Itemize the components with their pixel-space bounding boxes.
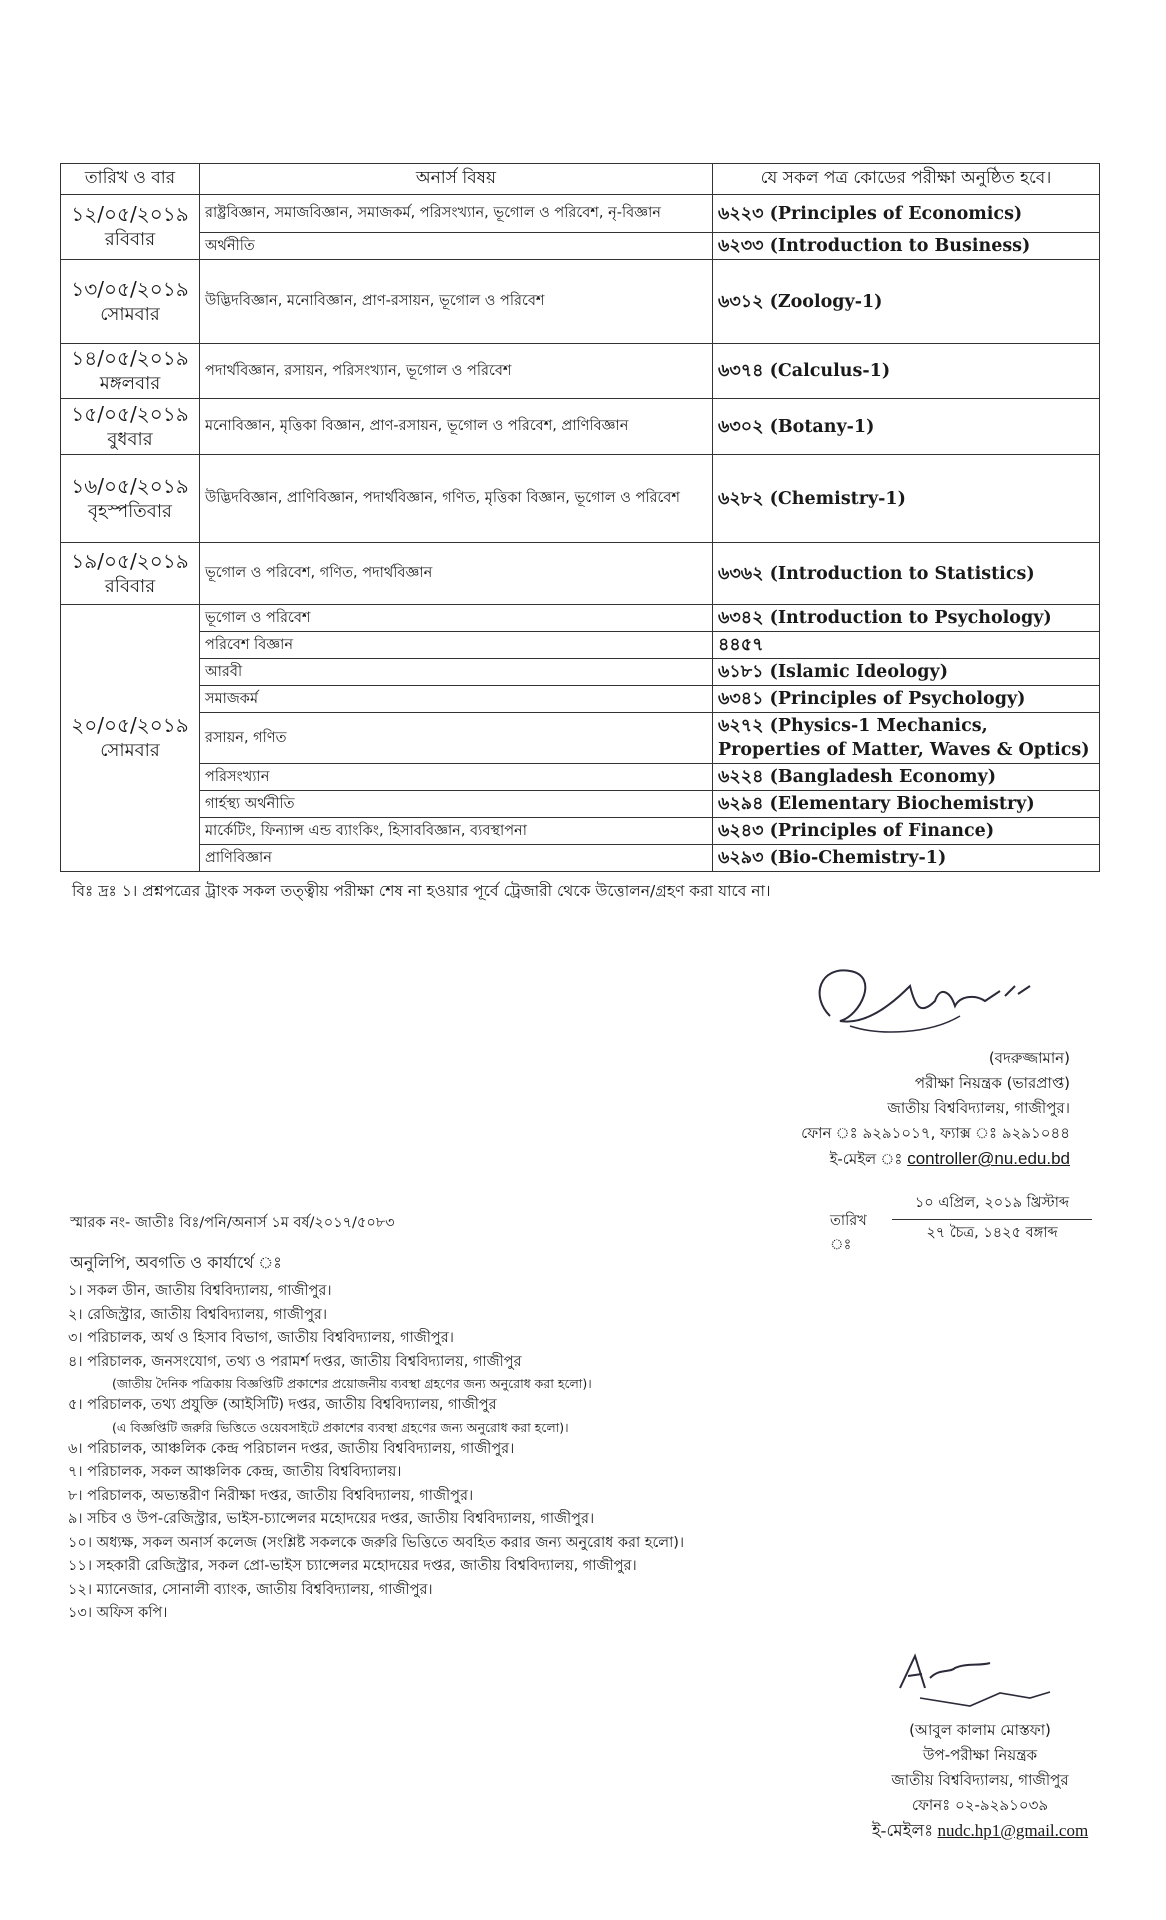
date-cell xyxy=(61,344,200,399)
exam-date: ১৯/০৫/২০১৯ xyxy=(71,548,189,573)
memo-date-bangla: ২৭ চৈত্র, ১৪২৫ বঙ্গাব্দ xyxy=(926,1225,1058,1241)
subject-cell: পদার্থবিজ্ঞান, রসায়ন, পরিসংখ্যান, ভূগোল ও পরিবেশ xyxy=(200,344,713,399)
copies-list xyxy=(68,1280,684,1626)
subject-cell: রাষ্ট্রবিজ্ঞান, সমাজবিজ্ঞান, সমাজকর্ম, পরিসংখ্যান, ভূগোল ও পরিবেশ, নৃ-বিজ্ঞান xyxy=(200,195,713,233)
signature-deputy xyxy=(880,1648,1080,1718)
list-item: ১০। অধ্যক্ষ, সকল অনার্স কলেজ (সংশ্লিষ্ট সকলকে জরুরি ভিত্তিতে অবহিত করার জন্য অনুরোধ করা হলো)। xyxy=(68,1534,685,1551)
paper-code-cell: ৬৩৭৪ (Calculus-1) xyxy=(713,344,1100,399)
subject-cell: উদ্ভিদবিজ্ঞান, মনোবিজ্ঞান, প্রাণ-রসায়ন, ভূগোল ও পরিবেশ xyxy=(200,260,713,344)
exam-routine-table xyxy=(60,163,1100,872)
date-cell xyxy=(61,605,200,872)
memo-reference: স্মারক নং- জাতীঃ বিঃ/পনি/অনার্স ১ম বর্ষ/২০১৭/৫০৮৩ xyxy=(70,1215,395,1231)
signatory2-name: (আবুল কালাম মোস্তফা) xyxy=(909,1721,1051,1739)
paper-code-cell: ৬৩৪২ (Introduction to Psychology) xyxy=(713,605,1100,632)
subject-cell: উদ্ভিদবিজ্ঞান, প্রাণিবিজ্ঞান, পদার্থবিজ্ঞান, গণিত, মৃত্তিকা বিজ্ঞান, ভূগোল ও পরিবেশ xyxy=(200,455,713,543)
table-row xyxy=(61,195,1100,233)
paper-code-cell: ৬২৭২ (Physics-1 Mechanics, Properties of Matter, Waves & Optics) xyxy=(713,713,1100,764)
exam-day: সোমবার xyxy=(100,740,160,761)
email-label: ই-মেইলঃ xyxy=(871,1821,934,1840)
list-item: ৭। পরিচালক, সকল আঞ্চলিক কেন্দ্র, জাতীয় বিশ্ববিদ্যালয়। xyxy=(68,1464,402,1480)
list-item: ২। রেজিস্ট্রার, জাতীয় বিশ্ববিদ্যালয়, গাজীপুর। xyxy=(68,1306,328,1323)
paper-code-cell: ৬৩১২ (Zoology-1) xyxy=(713,260,1100,344)
list-item: ৪। পরিচালক, জনসংযোগ, তথ্য ও পরামর্শ দপ্তর, জাতীয় বিশ্ববিদ্যালয়, গাজীপুর xyxy=(68,1353,522,1370)
table-row xyxy=(61,845,1100,872)
paper-code-cell: ৬২৯৩ (Bio-Chemistry-1) xyxy=(713,845,1100,872)
exam-day: বুধবার xyxy=(107,428,153,450)
note-text: বিঃ দ্রঃ ১। প্রশ্নপত্রের ট্রাংক সকল তত্ত্বীয় পরীক্ষা শেষ না হওয়ার পূর্বে ট্রেজারী থেকে উত্তোলন/গ্রহণ করা যাবে না। xyxy=(72,882,771,900)
exam-day: বৃহস্পতিবার xyxy=(88,500,172,522)
email-link-controller[interactable]: controller@nu.edu.bd xyxy=(907,1149,1070,1168)
list-item: ৮। পরিচালক, অভ্যন্তরীণ নিরীক্ষা দপ্তর, জাতীয় বিশ্ববিদ্যালয়, গাজীপুর। xyxy=(68,1487,474,1504)
signatory2-phone: ফোনঃ ০২-৯২৯১০৩৯ xyxy=(911,1796,1049,1814)
list-item: ৫। পরিচালক, তথ্য প্রযুক্তি (আইসিটি) দপ্তর, জাতীয় বিশ্ববিদ্যালয়, গাজীপুর xyxy=(68,1397,497,1413)
signatory-title: পরীক্ষা নিয়ন্ত্রক (ভারপ্রাপ্ত) xyxy=(914,1074,1070,1092)
signatory-block-deputy xyxy=(850,1648,1110,1843)
subject-cell: ভূগোল ও পরিবেশ xyxy=(200,605,713,632)
table-row xyxy=(61,543,1100,605)
memo-date-label: তারিখ ঃ xyxy=(830,1213,867,1253)
exam-day: সোমবার xyxy=(100,303,160,325)
paper-code-cell: ৬২৮২ (Chemistry-1) xyxy=(713,455,1100,543)
subject-cell: গার্হস্থ্য অর্থনীতি xyxy=(200,791,713,818)
table-row xyxy=(61,344,1100,399)
table-row xyxy=(61,791,1100,818)
paper-code-cell: ৪৪৫৭ xyxy=(713,632,1100,659)
date-cell xyxy=(61,455,200,543)
signatory-phone: ফোন ঃ ৯২৯১০১৭, ফ্যাক্স ঃ ৯২৯১০৪৪ xyxy=(801,1124,1070,1142)
date-cell xyxy=(61,399,200,455)
table-row xyxy=(61,659,1100,686)
list-item: ১১। সহকারী রেজিস্ট্রার, সকল প্রো-ভাইস চ্যান্সেলর মহোদয়ের দপ্তর, জাতীয় বিশ্ববিদ্যালয়, গাজীপুর। xyxy=(68,1558,637,1574)
exam-date: ১৪/০৫/২০১৯ xyxy=(71,346,189,370)
signatory-org: জাতীয় বিশ্ববিদ্যালয়, গাজীপুর। xyxy=(887,1099,1070,1117)
subject-cell: রসায়ন, গণিত xyxy=(200,713,713,764)
paper-code-cell: ৬২২৪ (Bangladesh Economy) xyxy=(713,764,1100,791)
list-item: ১২। ম্যানেজার, সোনালী ব্যাংক, জাতীয় বিশ্ববিদ্যালয়, গাজীপুর। xyxy=(68,1581,433,1598)
exam-day: মঙ্গলবার xyxy=(99,373,161,394)
paper-code-cell: ৬৩০২ (Botany-1) xyxy=(713,399,1100,455)
list-item-note: (এ বিজ্ঞপ্তিটি জরুরি ভিত্তিতে ওয়েবসাইটে প্রকাশের ব্যবস্থা গ্রহণের জন্য অনুরোধ করা হলো)। xyxy=(112,1419,569,1435)
email-link-deputy[interactable]: nudc.hp1@gmail.com xyxy=(937,1821,1089,1840)
list-item: ৬। পরিচালক, আঞ্চলিক কেন্দ্র পরিচালন দপ্তর, জাতীয় বিশ্ববিদ্যালয়, গাজীপুর। xyxy=(68,1440,515,1457)
table-row xyxy=(61,455,1100,543)
column-header-paper: যে সকল পত্র কোডের পরীক্ষা অনুষ্ঠিত হবে। xyxy=(713,164,1100,195)
table-row xyxy=(61,764,1100,791)
signature-controller xyxy=(790,956,1050,1046)
table-body xyxy=(61,195,1100,872)
signatory-name: (বদরুজ্জামান) xyxy=(988,1049,1070,1067)
exam-date: ১২/০৫/২০১৯ xyxy=(71,202,189,226)
list-item: ৯। সচিব ও উপ-রেজিস্ট্রার, ভাইস-চ্যান্সেলর মহোদয়ের দপ্তর, জাতীয় বিশ্ববিদ্যালয়, গাজীপুর। xyxy=(68,1511,595,1527)
subject-cell: আরবী xyxy=(200,659,713,686)
email-label: ই-মেইল ঃ xyxy=(829,1150,903,1168)
table-row xyxy=(61,233,1100,260)
signatory-block-controller xyxy=(740,956,1070,1172)
list-item: ১। সকল ডীন, জাতীয় বিশ্ববিদ্যালয়, গাজীপুর। xyxy=(68,1283,332,1299)
paper-code-cell: ৬২৩৩ (Introduction to Business) xyxy=(713,233,1100,260)
table-row xyxy=(61,686,1100,713)
signatory2-title: উপ-পরীক্ষা নিয়ন্ত্রক xyxy=(922,1746,1038,1764)
subject-cell: ভূগোল ও পরিবেশ, গণিত, পদার্থবিজ্ঞান xyxy=(200,543,713,605)
list-item-note: (জাতীয় দৈনিক পত্রিকায় বিজ্ঞপ্তিটি প্রকাশের প্রয়োজনীয় ব্যবস্থা গ্রহণের জন্য অনুরোধ করা হলো)। xyxy=(112,1376,592,1391)
date-cell xyxy=(61,195,200,260)
subject-cell: সমাজকর্ম xyxy=(200,686,713,713)
subject-cell: প্রাণিবিজ্ঞান xyxy=(200,845,713,872)
paper-code-cell: ৬২২৩ (Principles of Economics) xyxy=(713,195,1100,233)
exam-date: ১৫/০৫/২০১৯ xyxy=(71,401,189,426)
column-header-date: তারিখ ও বার xyxy=(61,164,200,195)
table-row xyxy=(61,713,1100,764)
signatory2-email-line xyxy=(850,1818,1110,1843)
table-row xyxy=(61,605,1100,632)
column-header-subject: অনার্স বিষয় xyxy=(200,164,713,195)
subject-cell: পরিসংখ্যান xyxy=(200,764,713,791)
list-item: ৩। পরিচালক, অর্থ ও হিসাব বিভাগ, জাতীয় বিশ্ববিদ্যালয়, গাজীপুর। xyxy=(68,1330,454,1346)
paper-code-cell: ৬৩৪১ (Principles of Psychology) xyxy=(713,686,1100,713)
copies-title: অনুলিপি, অবগতি ও কার্যার্থে ঃ xyxy=(70,1253,282,1272)
subject-cell: অর্থনীতি xyxy=(200,233,713,260)
date-cell xyxy=(61,543,200,605)
signatory-email-line xyxy=(740,1146,1070,1172)
subject-cell: পরিবেশ বিজ্ঞান xyxy=(200,632,713,659)
paper-code-cell: ৬১৮১ (Islamic Ideology) xyxy=(713,659,1100,686)
subject-cell: মার্কেটিং, ফিন্যান্স এন্ড ব্যাংকিং, হিসাববিজ্ঞান, ব্যবস্থাপনা xyxy=(200,818,713,845)
table-row xyxy=(61,818,1100,845)
date-cell xyxy=(61,260,200,344)
table-row xyxy=(61,399,1100,455)
paper-code-cell: ৬৩৬২ (Introduction to Statistics) xyxy=(713,543,1100,605)
table-header-row xyxy=(61,164,1100,195)
exam-date: ২০/০৫/২০১৯ xyxy=(71,713,189,737)
subject-cell: মনোবিজ্ঞান, মৃত্তিকা বিজ্ঞান, প্রাণ-রসায়ন, ভূগোল ও পরিবেশ, প্রাণিবিজ্ঞান xyxy=(200,399,713,455)
exam-date: ১৬/০৫/২০১৯ xyxy=(71,473,189,498)
table-row xyxy=(61,632,1100,659)
memo-date-gregorian: ১০ এপ্রিল, ২০১৯ খ্রিস্টাব্দ xyxy=(892,1192,1092,1220)
exam-day: রবিবার xyxy=(104,229,156,250)
table-row xyxy=(61,260,1100,344)
exam-date: ১৩/০৫/২০১৯ xyxy=(71,276,189,301)
paper-code-cell: ৬২৪৩ (Principles of Finance) xyxy=(713,818,1100,845)
exam-day: রবিবার xyxy=(104,575,156,597)
paper-code-cell: ৬২৯৪ (Elementary Biochemistry) xyxy=(713,791,1100,818)
list-item: ১৩। অফিস কপি। xyxy=(68,1605,168,1621)
signatory2-org: জাতীয় বিশ্ববিদ্যালয়, গাজীপুর xyxy=(891,1771,1069,1789)
